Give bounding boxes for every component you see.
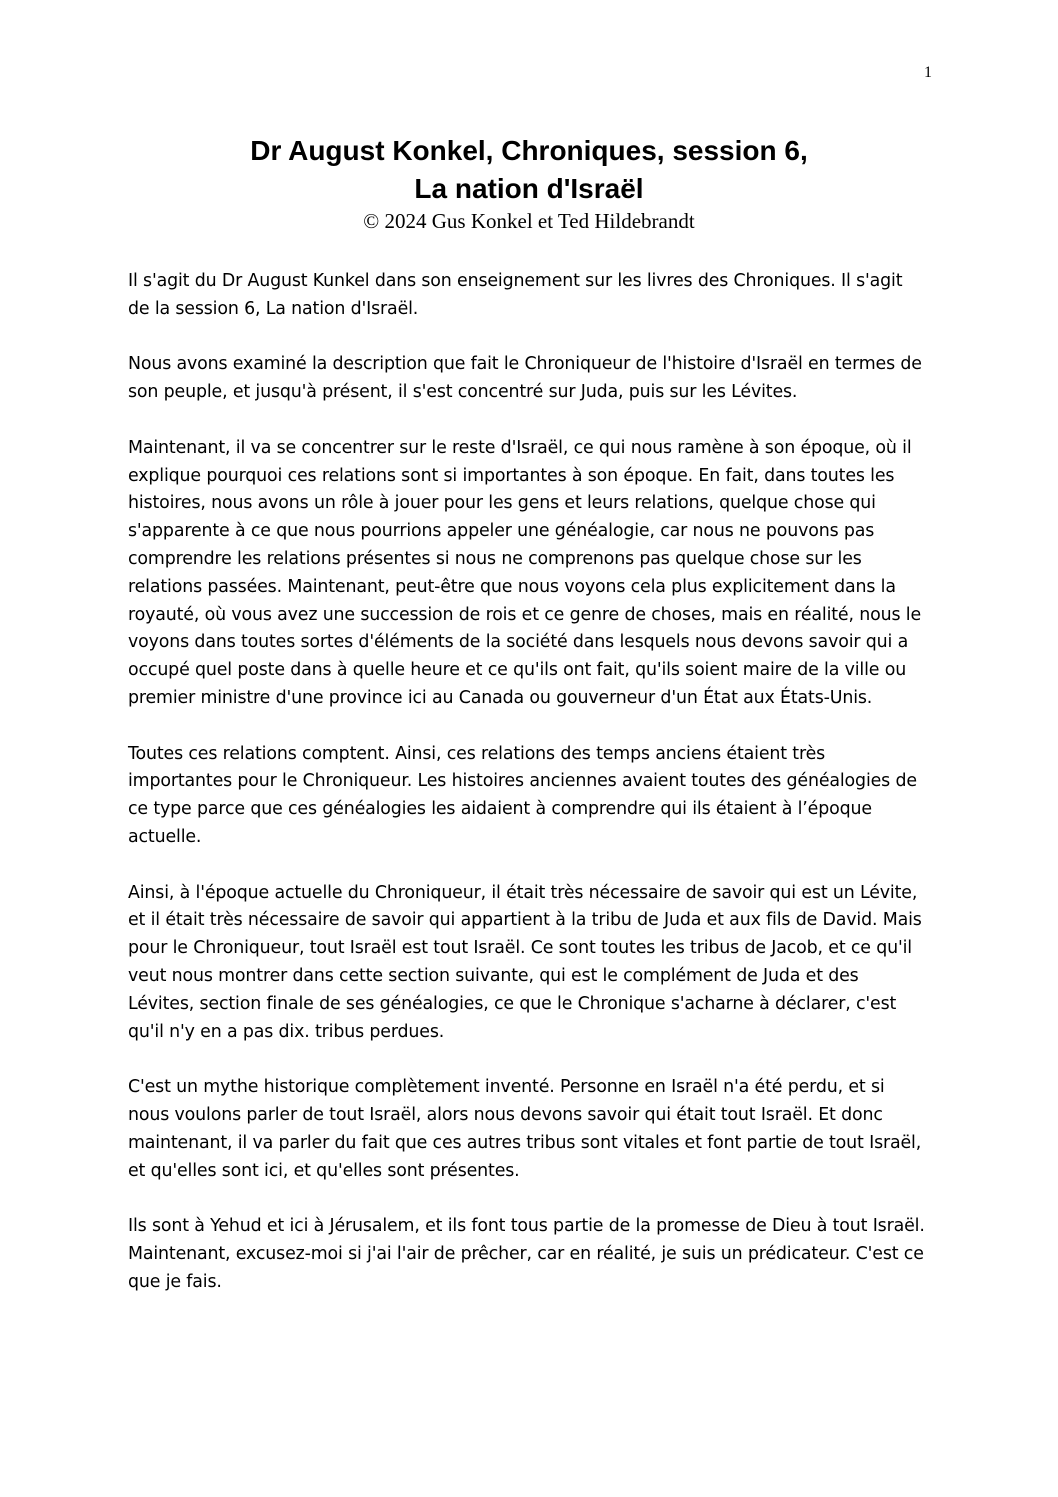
page-title-line-2: La nation d'Israël bbox=[414, 173, 644, 204]
paragraph-5: Ainsi, à l'époque actuelle du Chroniqueur, il était très nécessaire de savoir qui est un Lévite, et il était très nécessaire de savoir qui appartient à la tribu de Juda et aux fils de David. Mais pour le Chroniqueur, tout Israël est tout Israël. Ce sont toutes les tribus de Jacob, et ce qu'il veut nous montrer dans cette section suivante, qui est le complément de Juda et des Lévites, section finale de ses généalogies, ce que le Chronique s'acharne à déclarer, c'est qu'il n'y en a pas dix. tribus perdues. bbox=[128, 882, 922, 1042]
paragraph-4: Toutes ces relations comptent. Ainsi, ces relations des temps anciens étaient très importantes pour le Chroniqueur. Les histoires anciennes avaient toutes des généalogies de ce type parce que ces généalogies les aidaient à comprendre qui ils étaient à l’époque actuelle. bbox=[128, 743, 917, 847]
title-block bbox=[0, 132, 1058, 234]
paragraph-3: Maintenant, il va se concentrer sur le reste d'Israël, ce qui nous ramène à son époque, où il explique pourquoi ces relations sont si importantes à son époque. En fait, dans toutes les histoires, nous avons un rôle à jouer pour les gens et leurs relations, quelque chose qui s'apparente à ce que nous pourrions appeler une généalogie, car nous ne pouvons pas comprendre les relations présentes si nous ne comprenons pas quelque chose sur les relations passées. Maintenant, peut-être que nous voyons cela plus explicitement dans la royauté, où vous avez une succession de rois et ce genre de choses, mais en réalité, nous le voyons dans toutes sortes d'éléments de la société dans lesquels nous devons savoir qui a occupé quel poste dans à quelle heure et ce qu'ils ont fait, qu'ils soient maire de la ville ou premier ministre d'une province ici au Canada ou gouverneur d'un État aux États-Unis. bbox=[128, 437, 921, 708]
document-body bbox=[128, 268, 928, 1324]
paragraph-7: Ils sont à Yehud et ici à Jérusalem, et ils font tous partie de la promesse de Dieu à tout Israël. Maintenant, excusez-moi si j'ai l'air de prêcher, car en réalité, je suis un prédicateur. C'est ce que je fais. bbox=[128, 1216, 925, 1292]
page-title-line-1: Dr August Konkel, Chroniques, session 6, bbox=[250, 135, 808, 166]
paragraph-1: Il s'agit du Dr August Kunkel dans son enseignement sur les livres des Chroniques. Il s'agit de la session 6, La nation d'Israël. bbox=[128, 271, 903, 319]
paragraph-2: Nous avons examiné la description que fait le Chroniqueur de l'histoire d'Israël en termes de son peuple, et jusqu'à présent, il s'est concentré sur Juda, puis sur les Lévites. bbox=[128, 354, 922, 403]
page-number: 1 bbox=[924, 64, 932, 81]
copyright-notice: © 2024 Gus Konkel et Ted Hildebrandt bbox=[363, 209, 695, 233]
paragraph-6: C'est un mythe historique complètement inventé. Personne en Israël n'a été perdu, et si nous voulons parler de tout Israël, alors nous devons savoir qui était tout Israël. Et donc maintenant, il va parler du fait que ces autres tribus sont vitales et font partie de tout Israël, et qu'elles sont ici, et qu'elles sont présentes. bbox=[128, 1077, 922, 1181]
